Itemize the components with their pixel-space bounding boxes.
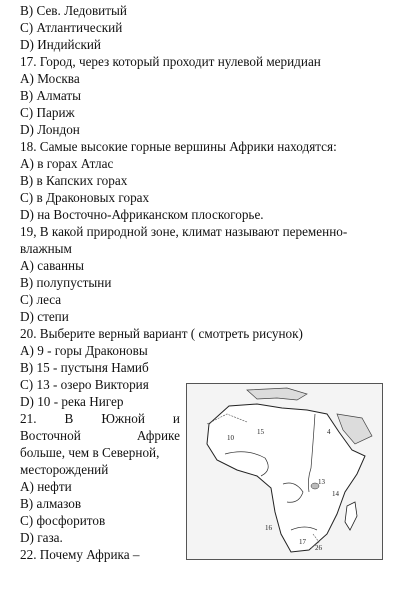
q18-option-b: B) в Капских горах xyxy=(20,173,128,188)
q17-option-b: B) Алматы xyxy=(20,88,81,103)
q21-word: В xyxy=(64,411,74,426)
q17-option-c: C) Париж xyxy=(20,105,75,120)
q17-question: 17. Город, через который проходит нулевой меридиан xyxy=(20,54,321,69)
q21-word: 21. xyxy=(20,411,37,426)
madagascar-shape xyxy=(345,502,357,530)
q21-option-b: B) алмазов xyxy=(20,496,82,511)
q21-word: Африке xyxy=(136,428,180,443)
q18-option-d: D) на Восточно-Африканском плоскогорье. xyxy=(20,207,264,222)
q19-question-line1: 19, В какой природной зоне, климат называют переменно- xyxy=(20,224,348,239)
q19-option-c: C) леса xyxy=(20,292,62,307)
q21-option-d: D) газа. xyxy=(20,530,63,545)
q19-option-d: D) степи xyxy=(20,309,69,324)
q18-option-a: A) в горах Атлас xyxy=(20,156,114,171)
q16-option-c: C) Атлантический xyxy=(20,20,123,35)
q21-word: Южной xyxy=(101,411,145,426)
q21-option-a: A) нефти xyxy=(20,479,72,494)
q20-option-c: C) 13 - озеро Виктория xyxy=(20,377,149,392)
q21-question-line3: больше, чем в Северной, xyxy=(20,445,160,460)
africa-map-figure xyxy=(186,383,383,560)
q21-word: Восточной xyxy=(20,428,81,443)
q17-option-d: D) Лондон xyxy=(20,122,80,137)
map-label-13: 13 xyxy=(318,478,325,486)
map-label-4: 4 xyxy=(327,428,331,436)
map-label-15: 15 xyxy=(257,428,264,436)
africa-map-svg xyxy=(187,384,382,559)
map-label-16: 16 xyxy=(265,524,272,532)
map-label-10: 10 xyxy=(227,434,234,442)
q22-question: 22. Почему Африка – xyxy=(20,547,140,562)
q16-option-d: D) Индийский xyxy=(20,37,101,52)
q19-option-b: B) полупустыни xyxy=(20,275,112,290)
q16-option-b: B) Сев. Ледовитый xyxy=(20,3,127,18)
q20-option-a: A) 9 - горы Драконовы xyxy=(20,343,148,358)
q19-question-line2: влажным xyxy=(20,241,72,256)
europe-shape xyxy=(247,388,307,400)
q19-option-a: A) саванны xyxy=(20,258,84,273)
q20-option-b: B) 15 - пустыня Намиб xyxy=(20,360,149,375)
q18-question: 18. Самые высокие горные вершины Африки находятся: xyxy=(20,139,337,154)
map-label-26: 26 xyxy=(315,544,322,552)
q21-question-line1 xyxy=(20,410,180,427)
q17-option-a: A) Москва xyxy=(20,71,80,86)
q21-question-line4: месторождений xyxy=(20,462,109,477)
map-label-14: 14 xyxy=(332,490,339,498)
map-label-17: 17 xyxy=(299,538,306,546)
q18-option-c: C) в Драконовых горах xyxy=(20,190,150,205)
q20-question: 20. Выберите верный вариант ( смотреть рисунок) xyxy=(20,326,303,341)
q21-word: и xyxy=(172,411,180,426)
q20-option-d: D) 10 - река Нигер xyxy=(20,394,124,409)
q21-question-line2 xyxy=(20,427,180,444)
q21-option-c: C) фосфоритов xyxy=(20,513,106,528)
